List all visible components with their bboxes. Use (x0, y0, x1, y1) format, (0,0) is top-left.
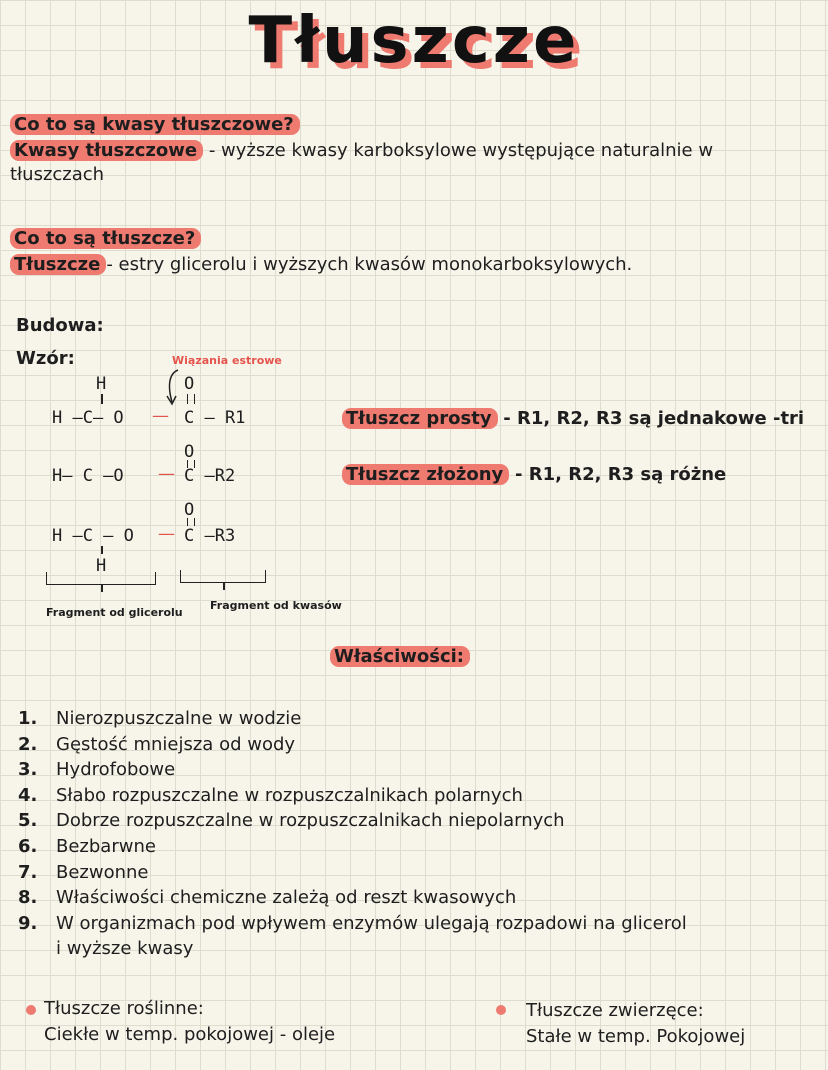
list-item: 9. W organizmach pod wpływem enzymów ulegają rozpadowi na glicerol i wyższe kwasy (18, 912, 687, 960)
plant-fats-desc: Ciekłe w temp. pokojowej - oleje (44, 1024, 336, 1045)
term-fatty-acids: Kwasy tłuszczowe (10, 140, 203, 161)
bond-vertical (101, 394, 103, 404)
carbonyl-oxygen-3: O (184, 500, 195, 520)
double-bond-3 (187, 518, 195, 526)
wzor-label: Wzór: (16, 348, 75, 369)
properties-highlight: Właściwości: (330, 646, 470, 667)
definition-text: - estry glicerolu i wyższych kwasów monokarboksylowych. (106, 254, 633, 275)
complex-fat-term: Tłuszcz złożony (342, 464, 509, 485)
list-item: 6. Bezbarwne (18, 835, 156, 857)
simple-fat-desc: - R1, R2, R3 są jednakowe -tri (503, 408, 805, 429)
row2-glycerol: H— C —O (52, 466, 124, 486)
list-item: 8. Właściwości chemiczne zależą od reszt kwasowych (18, 887, 517, 909)
bottom-hydrogen: H (96, 556, 107, 576)
glycerol-fragment-label: Fragment od glicerolu (46, 606, 183, 619)
definition-fatty-acids (10, 140, 713, 161)
list-item: 2. Gęstość mniejsza od wody (18, 733, 296, 755)
complex-fat-desc: - R1, R2, R3 są różne (515, 464, 727, 485)
term-fats: Tłuszcze (10, 254, 106, 275)
properties-list (18, 706, 696, 962)
question-highlight: Co to są tłuszcze? (10, 228, 201, 249)
row1-acid: C — R1 (184, 408, 246, 428)
complex-fat-line (342, 464, 726, 485)
bond-vertical (101, 546, 103, 554)
ester-bond-label: Wiązania estrowe (172, 354, 282, 367)
list-item: 4. Słabo rozpuszczalne w rozpuszczalnikach polarnych (18, 784, 523, 806)
question-highlight: Co to są kwasy tłuszczowe? (10, 114, 300, 135)
carbonyl-oxygen-1: O (184, 374, 195, 394)
bullet-dot-icon (26, 1005, 36, 1015)
plant-fats-title: Tłuszcze roślinne: (44, 998, 204, 1019)
question-fats (10, 228, 201, 249)
row1-glycerol: H —C— O (52, 408, 124, 428)
animal-fats-desc: Stałe w temp. Pokojowej (526, 1026, 746, 1047)
properties-heading (330, 646, 470, 667)
animal-fats-title: Tłuszcze zwierzęce: (526, 1000, 704, 1021)
glycerol-bracket (46, 572, 156, 585)
list-item: 1. Nierozpuszczalne w wodzie (18, 708, 302, 729)
list-item: 5. Dobrze rozpuszczalne w rozpuszczalnikach niepolarnych (18, 810, 565, 832)
bullet-dot-icon (496, 1005, 506, 1015)
carbonyl-oxygen-2: O (184, 442, 195, 462)
acid-bracket (180, 570, 266, 583)
page-title: Tłuszcze (248, 4, 580, 78)
row3-glycerol: H —C — O (52, 526, 134, 546)
question-fatty-acids (10, 114, 300, 135)
ester-bond-3: — (158, 524, 175, 544)
row2-acid: C —R2 (184, 466, 236, 486)
definition-text: - wyższe kwasy karboksylowe występujące naturalnie w (208, 140, 714, 161)
simple-fat-term: Tłuszcz prosty (342, 408, 498, 429)
definition-fats (10, 254, 632, 275)
budowa-label: Budowa: (16, 315, 104, 336)
ester-bond-1: — (152, 406, 169, 426)
top-hydrogen: H (96, 374, 107, 394)
simple-fat-line (342, 408, 804, 429)
definition-continuation: tłuszczach (10, 164, 105, 185)
list-item: 7. Bezwonne (18, 861, 149, 883)
list-item: 3. Hydrofobowe (18, 759, 176, 781)
acid-fragment-label: Fragment od kwasów (210, 599, 342, 612)
row3-acid: C —R3 (184, 526, 236, 546)
double-bond-1 (187, 394, 195, 404)
ester-bond-2: — (158, 464, 175, 484)
